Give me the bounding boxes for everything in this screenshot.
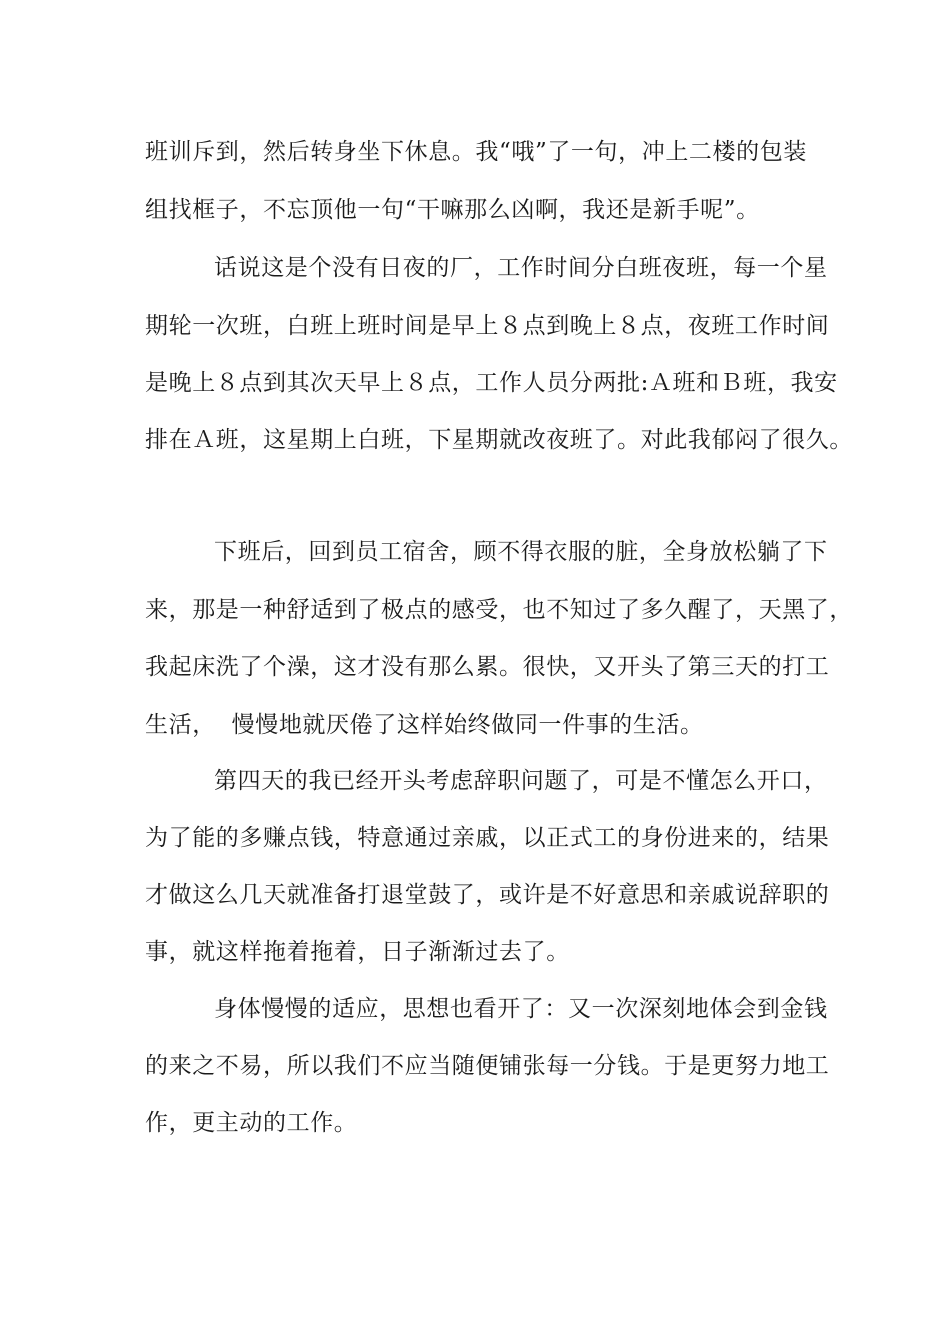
text-line: 来，那是一种舒适到了极点的感受，也不知过了多久醒了，天黑了， [145, 597, 853, 623]
paragraph-first-line: 身体慢慢的适应，思想也看开了：又一次深刻地体会到金钱 [214, 996, 828, 1022]
text-line: 班训斥到，然后转身坐下休息。我“哦”了一句，冲上二楼的包装 [145, 139, 807, 165]
text-line: 事，就这样拖着拖着，日子渐渐过去了。 [145, 939, 570, 965]
text-line: 为了能的多赚点钱，特意通过亲戚，以正式工的身份进来的，结果 [145, 825, 830, 851]
text-line: 生活， 慢慢地就厌倦了这样始终做同一件事的生活。 [145, 712, 704, 738]
paragraph-first-line: 第四天的我已经开头考虑辞职问题了，可是不懂怎么开口， [214, 768, 828, 794]
paragraph-first-line: 话说这是个没有日夜的厂，工作时间分白班夜班，每一个星 [214, 255, 828, 281]
text-line: 我起床洗了个澡，这才没有那么累。很快，又开头了第三天的打工 [145, 654, 830, 680]
text-line: 排在Ａ班，这星期上白班，下星期就改夜班了。对此我郁闷了很久。 [145, 427, 853, 453]
text-line: 的来之不易，所以我们不应当随便铺张每一分钱。于是更努力地工 [145, 1053, 830, 1079]
text-line: 组找框子，不忘顶他一句“干嘛那么凶啊，我还是新手呢”。 [145, 197, 760, 223]
text-line: 期轮一次班，白班上班时间是早上８点到晚上８点，夜班工作时间 [145, 313, 830, 339]
paragraph-first-line: 下班后，回到员工宿舍，顾不得衣服的脏，全身放松躺了下 [214, 539, 828, 565]
text-line: 才做这么几天就准备打退堂鼓了，或许是不好意思和亲戚说辞职的 [145, 882, 830, 908]
text-line: 是晚上８点到其次天早上８点，工作人员分两批:Ａ班和Ｂ班，我安 [145, 370, 838, 396]
text-line: 作，更主动的工作。 [145, 1110, 358, 1136]
